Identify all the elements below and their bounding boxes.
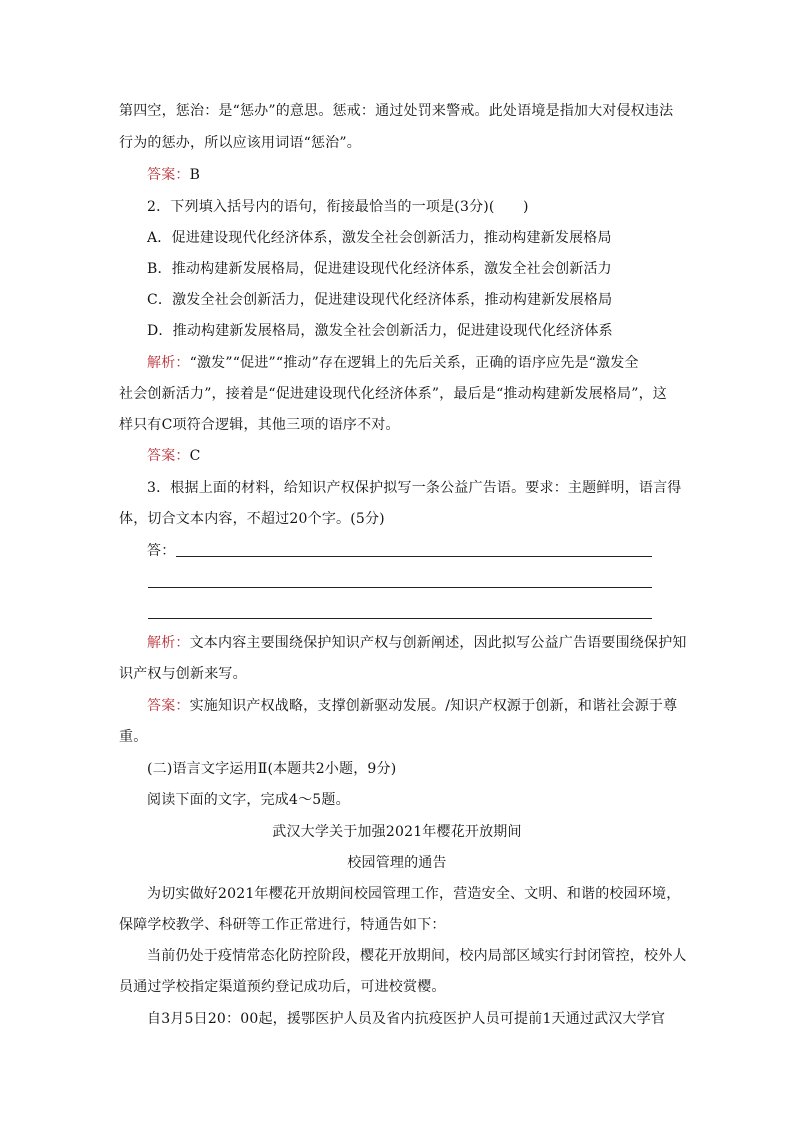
answer-label: 答案： (147, 698, 190, 714)
answer-line: 重。 (119, 729, 148, 745)
notice-paragraph: 为切实做好2021年樱花开放期间校园管理工作，营造安全、文明、和谐的校园环境， (147, 886, 681, 902)
explanation-line: 识产权与创新来写。 (119, 666, 247, 682)
question-line: 2．下列填入括号内的语句，衔接最恰当的一项是(3分)( ) (147, 199, 529, 215)
reading-instruction: 阅读下面的文字，完成4～5题。 (147, 792, 350, 808)
explanation-line: 样只有C项符合逻辑，其他三项的语序不对。 (119, 417, 400, 433)
answer-label: 答案： (147, 167, 190, 183)
answer-text: C (189, 448, 201, 464)
notice-paragraph: 自3月5日20：00起，援鄂医护人员及省内抗疫医护人员可提前1天通过武汉大学官 (147, 1011, 666, 1027)
paragraph-line: 行为的惩办，所以应该用词语“惩治”。 (119, 135, 361, 151)
paragraph-line: 第四空，惩治：是“惩办”的意思。惩戒：通过处罚来警戒。此处语境是指加大对侵权违法 (119, 103, 674, 119)
answer-blank-line (148, 587, 652, 588)
section-heading: (二)语言文字运用Ⅱ(本题共2小题，9分) (147, 761, 397, 777)
notice-paragraph: 保障学校教学、科研等工作正常进行，特通告如下： (119, 917, 446, 933)
question-line: 3．根据上面的材料，给知识产权保护拟写一条公益广告语。要求：主题鲜明，语言得 (147, 480, 682, 496)
option-b: B．推动构建新发展格局，促进建设现代化经济体系，激发全社会创新活力 (147, 261, 612, 277)
explanation-label: 解析： (147, 355, 190, 371)
notice-paragraph: 当前仍处于疫情常态化防控阶段，樱花开放期间，校内局部区域实行封闭管控，校外人 (147, 948, 687, 964)
question-line: 体，切合文本内容，不超过20个字。(5分) (119, 511, 385, 527)
option-d: D．推动构建新发展格局，激发全社会创新活力，促进建设现代化经济体系 (147, 323, 613, 339)
option-a: A．促进建设现代化经济体系，激发全社会创新活力，推动构建新发展格局 (147, 230, 612, 246)
explanation-line: 社会创新活力”，接着是“促进建设现代化经济体系”，最后是“推动构建新发展格局”，这 (119, 386, 667, 402)
explanation-line: 解析：“激发”“促进”“推动”存在逻辑上的先后关系，正确的语序应先是“激发全 (147, 355, 639, 371)
explanation-line: 解析：文本内容主要围绕保护知识产权与创新阐述，因此拟写公益广告语要围绕保护知 (147, 635, 687, 651)
answer-blank-line (176, 556, 652, 557)
answer-label: 答案： (147, 448, 190, 464)
answer-prompt: 答： (147, 543, 176, 559)
option-c: C．激发全社会创新活力，促进建设现代化经济体系，推动构建新发展格局 (147, 292, 613, 308)
answer-text: 实施知识产权战略，支撑创新驱动发展。/知识产权源于创新，和谐社会源于尊 (189, 698, 678, 714)
answer-blank-line (148, 618, 652, 619)
notice-paragraph: 员通过学校指定渠道预约登记成功后，可进校赏樱。 (119, 979, 446, 995)
explanation-label: 解析： (147, 635, 190, 651)
answer-line (147, 695, 678, 717)
notice-title: 校园管理的通告 (347, 855, 447, 871)
answer-line (147, 445, 675, 467)
notice-title: 武汉大学关于加强2021年樱花开放期间 (272, 824, 522, 840)
answer-line (147, 164, 675, 186)
answer-text: B (189, 167, 201, 183)
